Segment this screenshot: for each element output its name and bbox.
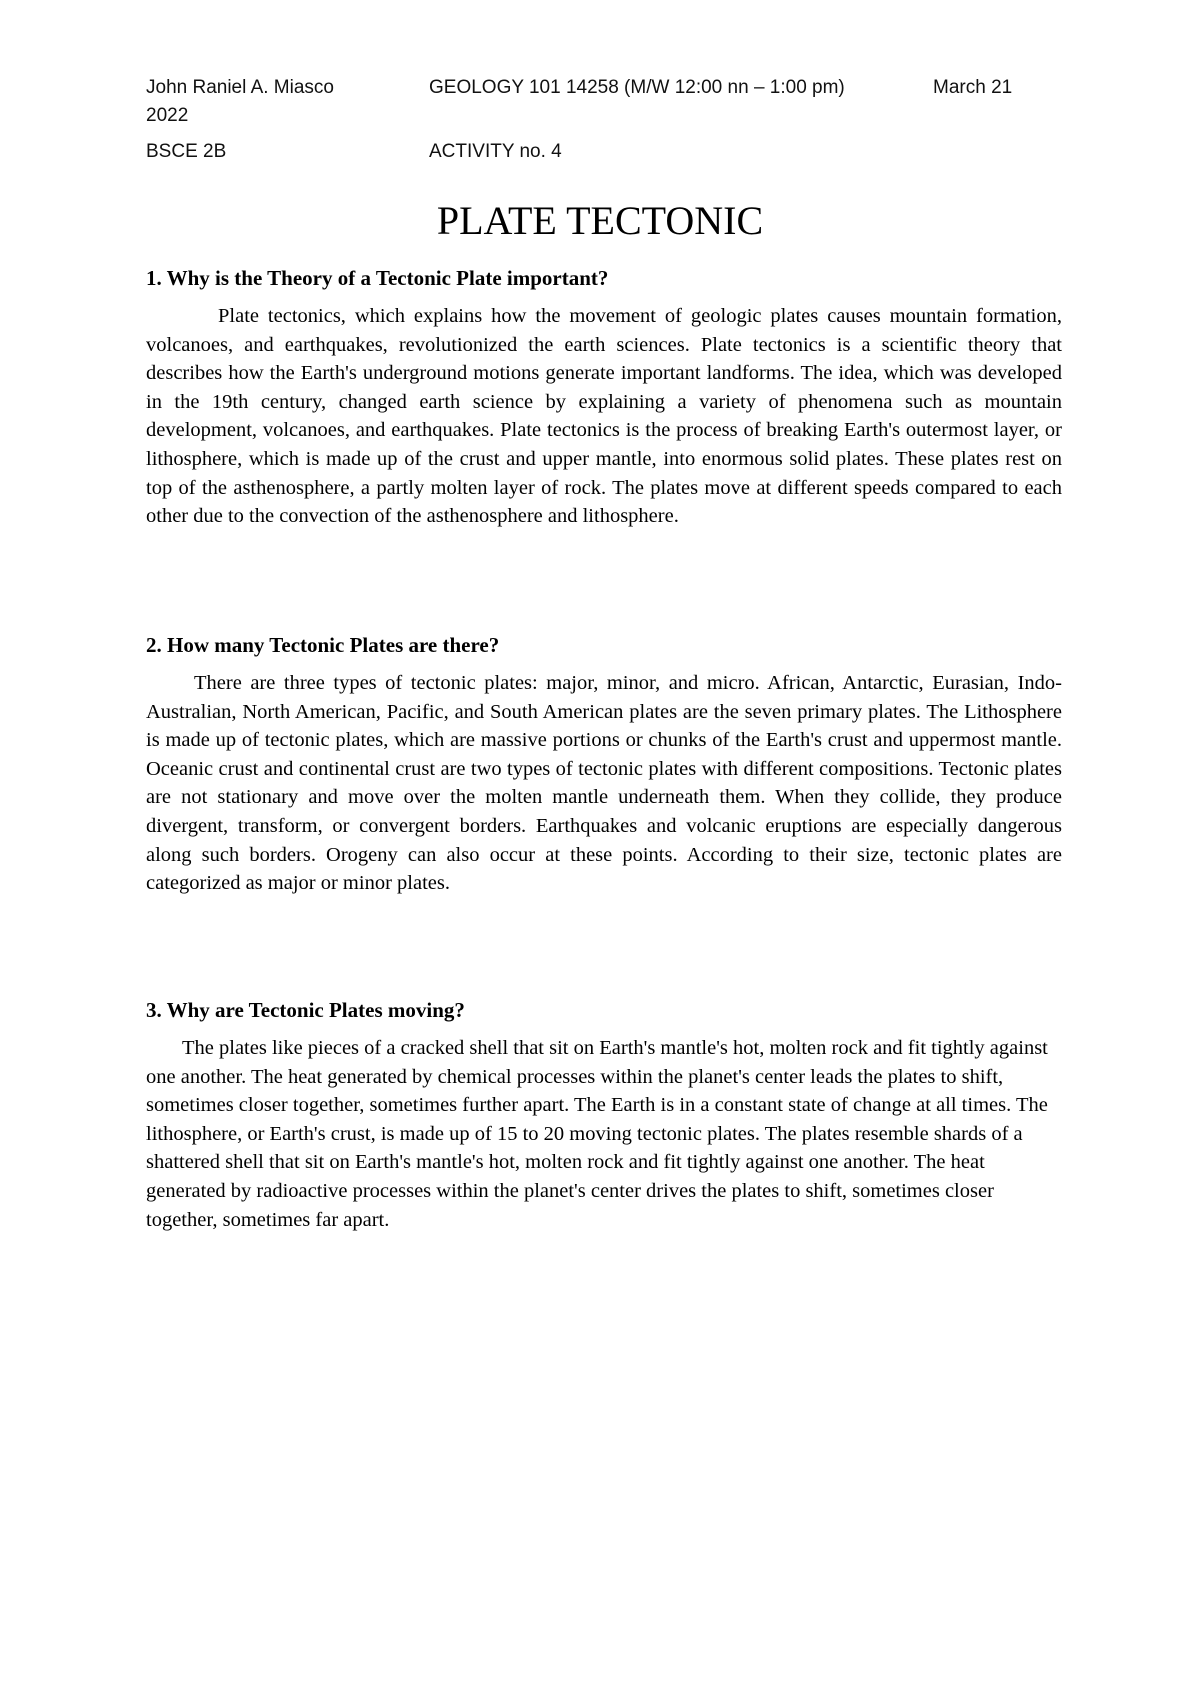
section-3: [146, 996, 1062, 1234]
answer-2: There are three types of tectonic plates: major, minor, and micro. African, Antarctic, Eurasian, Indo-Australian, North American, Pacific, and South American plates are the seven primary plates. The Lithosphere is made up of tectonic plates, which are massive portions or chunks of the Earth's crust and uppermost mantle. Oceanic crust and continental crust are two types of tectonic plates with different compositions. Tectonic plates are not stationary and move over the molten mantle underneath them. When they collide, they produce divergent, transform, or convergent borders. Earthquakes and volcanic eruptions are especially dangerous along such borders. Orogeny can also occur at these points. According to their size, tectonic plates are categorized as major or minor plates.: [146, 672, 1062, 895]
section-1: [146, 264, 1062, 531]
header-row-2: [146, 102, 1046, 138]
header-row-1: [146, 74, 1046, 102]
course-info: GEOLOGY 101 14258 (M/W 12:00 nn – 1:00 pm): [429, 77, 845, 98]
question-3: 3. Why are Tectonic Plates moving?: [146, 998, 465, 1022]
student-section: BSCE 2B: [146, 141, 227, 162]
student-name: John Raniel A. Miasco: [146, 77, 334, 98]
question-1: 1. Why is the Theory of a Tectonic Plate important?: [146, 266, 609, 290]
date-year: 2022: [146, 105, 189, 126]
date-month-day: March 21: [933, 77, 1013, 98]
activity-number: ACTIVITY no. 4: [429, 141, 562, 162]
answer-1: Plate tectonics, which explains how the movement of geologic plates causes mountain formation, volcanoes, and earthquakes, revolutionized the earth sciences. Plate tectonics is a scientific theory that describes how the Earth's underground motions generate important landforms. The idea, which was developed in the 19th century, changed earth science by explaining a variety of phenomena such as mountain development, volcanoes, and earthquakes. Plate tectonics is the process of breaking Earth's outermost layer, or lithosphere, which is made up of the crust and upper mantle, into enormous solid plates. These plates rest on top of the asthenosphere, a partly molten layer of rock. The plates move at different speeds compared to each other due to the convection of the asthenosphere and lithosphere.: [146, 305, 1062, 528]
section-2: [146, 631, 1062, 898]
page-title: PLATE TECTONIC: [436, 198, 764, 243]
header-row-3: [146, 138, 1046, 166]
question-2: 2. How many Tectonic Plates are there?: [146, 633, 500, 657]
answer-3: The plates like pieces of a cracked shell that sit on Earth's mantle's hot, molten rock and fit tightly against one another. The heat generated by chemical processes within the planet's center leads the plates to shift, sometimes closer together, sometimes further apart. The Earth is in a constant state of change at all times. The lithosphere, or Earth's crust, is made up of 15 to 20 moving tectonic plates. The plates resemble shards of a shattered shell that sit on Earth's mantle's hot, molten rock and fit tightly against one another. The heat generated by radioactive processes within the planet's center drives the plates to shift, sometimes closer together, sometimes far apart.: [146, 1037, 1048, 1231]
document-header: [146, 74, 1046, 166]
